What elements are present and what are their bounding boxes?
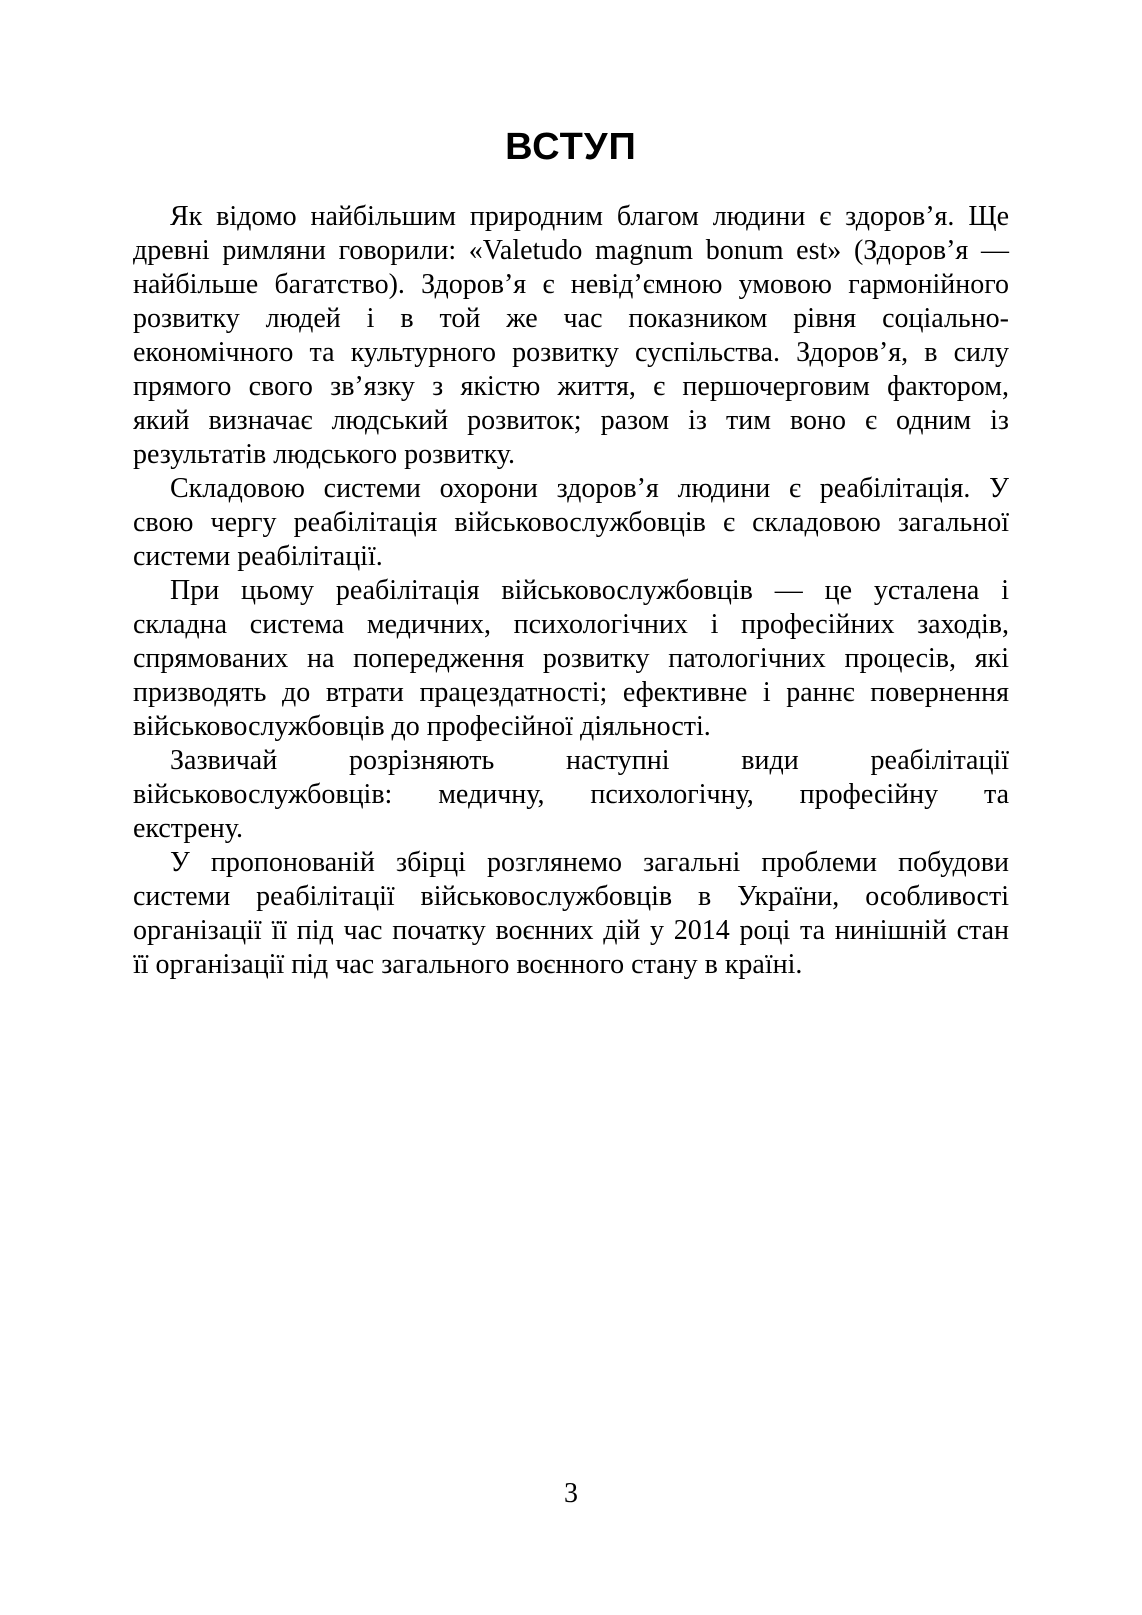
text-line: результатів людського розвитку. (133, 439, 515, 470)
paragraph (133, 744, 1009, 846)
text-line: При цьому реабілітація військовослужбовців — це усталена і (170, 575, 1009, 606)
text-line: організації її під час початку воєнних дій у 2014 році та нинішній стан (133, 915, 1009, 946)
text-line: Зазвичай розрізняють наступні види реабілітації (170, 745, 1009, 776)
paragraph (133, 574, 1009, 744)
text-line: розвитку людей і в той же час показником рівня соціально- (133, 303, 1009, 334)
text-line: найбільше багатство). Здоров’я є невід’ємною умовою гармонійного (133, 269, 1009, 300)
text-line: який визначає людський розвиток; разом із тим воно є одним із (133, 405, 1009, 436)
text-line: Складовою системи охорони здоров’я людини є реабілітація. У (170, 473, 1009, 504)
paragraphs-container (133, 200, 1009, 982)
paragraph (133, 846, 1009, 982)
text-line: древні римляни говорили: «Valetudo magnum bonum est» (Здоров’я — (133, 235, 1009, 266)
text-line: призводять до втрати працездатності; ефективне і раннє повернення (133, 677, 1009, 708)
text-line: військовослужбовців до професійної діяльності. (133, 711, 711, 742)
text-line: прямого свого зв’язку з якістю життя, є першочерговим фактором, (133, 371, 1009, 402)
text-line: складна система медичних, психологічних і професійних заходів, (133, 609, 1009, 640)
text-line: свою чергу реабілітація військовослужбовців є складовою загальної (133, 507, 1009, 538)
text-line: військовослужбовців: медичну, психологічну, професійну та (133, 779, 1009, 810)
text-line: системи реабілітації військовослужбовців в України, особливості (133, 881, 1009, 912)
text-line: Як відомо найбільшим природним благом людини є здоров’я. Ще (170, 201, 1009, 232)
text-line: екстрену. (133, 813, 243, 844)
text-line: системи реабілітації. (133, 541, 383, 572)
paragraph (133, 472, 1009, 574)
page-title: ВСТУП (505, 126, 637, 168)
page-number: 3 (564, 1478, 578, 1509)
text-line: її організації під час загального воєнного стану в країні. (133, 949, 803, 980)
paragraph (133, 200, 1009, 472)
text-line: спрямованих на попередження розвитку патологічних процесів, які (133, 643, 1009, 674)
text-line: економічного та культурного розвитку суспільства. Здоров’я, в силу (133, 337, 1009, 368)
text-line: У пропонованій збірці розглянемо загальні проблеми побудови (170, 847, 1009, 878)
